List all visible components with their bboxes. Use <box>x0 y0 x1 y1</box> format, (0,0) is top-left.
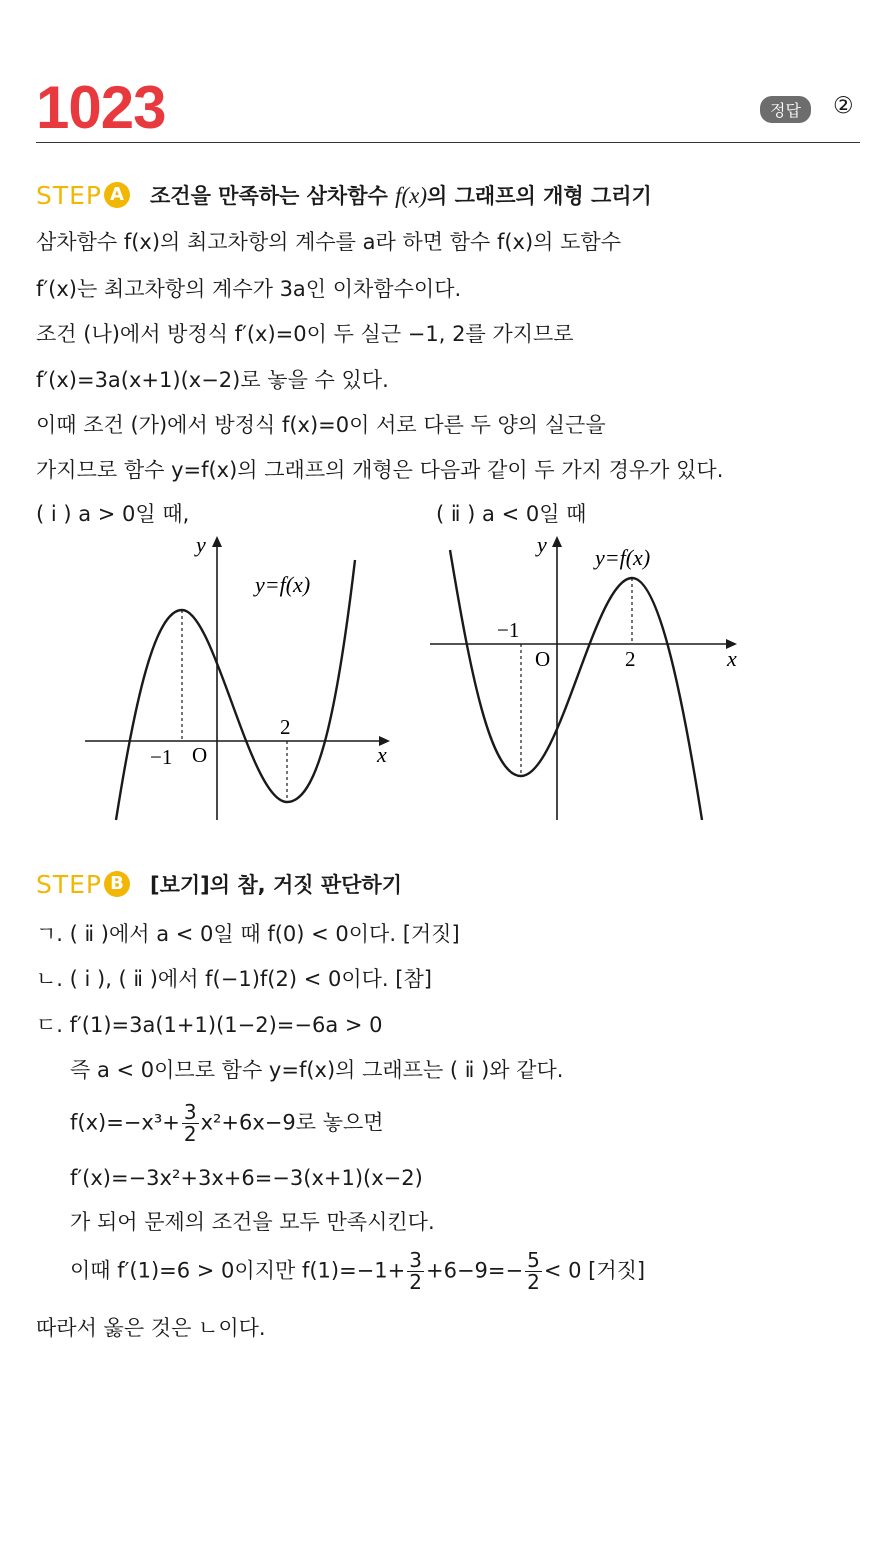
step-a-title: 조건을 만족하는 삼차함수 f(x)의 그래프의 개형 그리기 <box>150 183 652 208</box>
step-b-letter-badge: B <box>104 871 130 897</box>
graph2-origin-label: O <box>535 647 551 671</box>
graph1-curve-label: y=f(x) <box>255 572 311 597</box>
graph2-tick-neg1: −1 <box>497 618 520 642</box>
graph1-x-label: x <box>377 742 387 767</box>
graph2-curve-label: y=f(x) <box>595 545 651 570</box>
step-a-line-1: 삼차함수 f(x)의 최고차항의 계수를 a라 하면 함수 f(x)의 도함수 <box>36 230 621 254</box>
digeut-line-3: f(x)=−x³+ $\frac{3}{2}$ x²+6x−9로 놓으면 <box>70 1100 384 1146</box>
case-1-label: ( ⅰ ) a > 0일 때, <box>36 502 190 526</box>
graph2-y-label: y <box>537 532 547 557</box>
graph2-curve <box>450 550 702 820</box>
graph2-x-label: x <box>727 646 737 671</box>
digeut-line-5: 가 되어 문제의 조건을 모두 만족시킨다. <box>70 1210 435 1234</box>
statement-nieun: ㄴ. ( ⅰ ), ( ⅱ )에서 f(−1)f(2) < 0이다. [참] <box>36 967 432 991</box>
step-a-line-3: 조건 (나)에서 방정식 f′(x)=0이 두 실근 −1, 2를 가지므로 <box>36 322 574 346</box>
graph2-y-arrow <box>552 536 562 547</box>
graph1-curve <box>116 560 355 820</box>
graph-case-2 <box>425 530 755 825</box>
conclusion: 따라서 옳은 것은 ㄴ이다. <box>36 1316 266 1340</box>
graph-case-1 <box>80 530 410 825</box>
step-b-title: [보기]의 참, 거짓 판단하기 <box>150 873 402 897</box>
step-a-letter-badge: A <box>104 182 130 208</box>
step-a-line-5: 이때 조건 (가)에서 방정식 f(x)=0이 서로 다른 두 양의 실근을 <box>36 413 606 437</box>
digeut-line-4: f′(x)=−3x²+3x+6=−3(x+1)(x−2) <box>70 1166 423 1190</box>
graph1-tick-neg1: −1 <box>150 745 173 769</box>
case-2-label: ( ⅱ ) a < 0일 때 <box>436 502 587 526</box>
statement-giyeok: ㄱ. ( ⅱ )에서 a < 0일 때 f(0) < 0이다. [거짓] <box>36 922 460 946</box>
answer-value: ② <box>833 93 854 119</box>
graph1-tick-2: 2 <box>280 715 291 739</box>
graph1-y-label: y <box>196 532 206 557</box>
answer-badge: 정답 <box>760 96 811 123</box>
step-a-line-4: f′(x)=3a(x+1)(x−2)로 놓을 수 있다. <box>36 368 389 392</box>
statement-digeut: ㄷ. f′(1)=3a(1+1)(1−2)=−6a > 0 <box>36 1013 383 1037</box>
fraction-5-2: $\frac{5}{2}$ <box>527 1248 540 1294</box>
step-a-line-6: 가지므로 함수 y=f(x)의 그래프의 개형은 다음과 같이 두 가지 경우가 있다. <box>36 458 724 482</box>
step-b-heading <box>36 869 402 899</box>
step-a-line-2: f′(x)는 최고차항의 계수가 3a인 이차함수이다. <box>36 277 462 301</box>
graph2-tick-2: 2 <box>625 647 636 671</box>
problem-number: 1023 <box>36 74 166 141</box>
step-a-heading <box>36 180 652 210</box>
step-b-word: STEP <box>36 869 103 899</box>
fraction-3-2: $\frac{3}{2}$ <box>183 1100 197 1146</box>
digeut-line-2: 즉 a < 0이므로 함수 y=f(x)의 그래프는 ( ⅱ )와 같다. <box>70 1058 564 1082</box>
step-a-word: STEP <box>36 180 103 210</box>
graph1-origin-label: O <box>192 743 208 767</box>
digeut-line-6: 이때 f′(1)=6 > 0이지만 f(1)=−1+ $\frac{3}{2}$ +6−9=− $\frac{5}{2}$ < 0 [거짓] <box>70 1248 646 1294</box>
graph1-y-arrow <box>212 536 222 547</box>
header-divider <box>36 142 860 143</box>
fraction-3-2-b: $\frac{3}{2}$ <box>409 1248 422 1294</box>
